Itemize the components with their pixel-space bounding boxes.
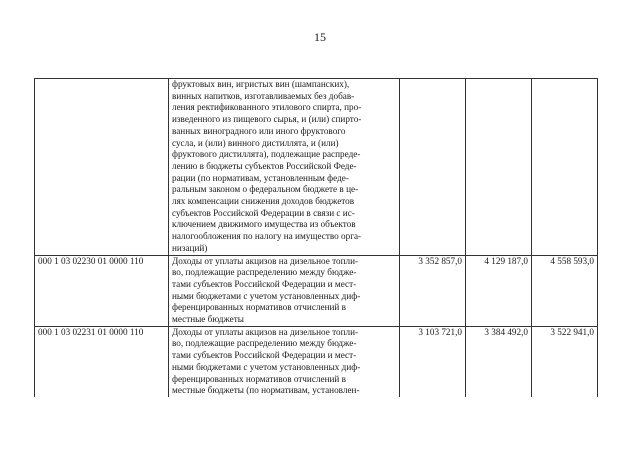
- description-line: фруктового дистиллята), подлежащие распреде-: [172, 149, 361, 160]
- table-row: [35, 79, 598, 256]
- amount-year-3: [532, 79, 598, 256]
- description-line: ключением движимого имущества из объектов: [172, 219, 356, 230]
- description-line: винных напитков, изготавливаемых без добав-: [172, 90, 355, 101]
- budget-classification-code: [35, 79, 169, 256]
- description-line: налогообложения по налогу на имущество орга-: [172, 231, 362, 242]
- budget-classification-code: 000 1 03 02231 01 0000 110: [35, 326, 169, 397]
- description-line: фруктовых вин, игристых вин (шампанских),: [172, 79, 350, 89]
- description-line: лению в бюджеты субъектов Российской Феде-: [172, 160, 357, 171]
- amount-year-1: 3 103 721,0: [400, 326, 466, 397]
- description-line: тами субъектов Российской Федерации и мест-: [172, 350, 357, 361]
- description-line: изведенного из пищевого сырья, и (или) спирто-: [172, 114, 362, 125]
- amount-year-3: 3 522 941,0: [532, 326, 598, 397]
- description-line: местные бюджеты (по нормативам, установлен-: [172, 385, 360, 396]
- description-line: ференцированных нормативов отчислений в: [172, 373, 346, 384]
- description-line: ления ректификованного этилового спирта, про-: [172, 102, 362, 113]
- description-line: рации (по нормативам, установленным феде-: [172, 172, 349, 183]
- description-line: во, подлежащие распределению между бюдже-: [172, 267, 357, 278]
- description-line: Доходы от уплаты акцизов на дизельное топли-: [172, 326, 359, 337]
- description-line: ральным законом о федеральном бюджете в це-: [172, 184, 359, 195]
- description-line: ными бюджетами с учетом установленных диф-: [172, 361, 361, 372]
- table-row: [35, 255, 598, 326]
- description-line: ванных виноградного или иного фруктового: [172, 125, 346, 136]
- description-line: низаций): [172, 242, 208, 253]
- amount-year-2: [466, 79, 532, 256]
- page-number: 15: [314, 30, 326, 44]
- description-line: лях компенсации снижения доходов бюджетов: [172, 196, 355, 207]
- table-row: [35, 326, 598, 397]
- amount-year-3: 4 558 593,0: [532, 255, 598, 326]
- budget-classification-code: 000 1 03 02230 01 0000 110: [35, 255, 169, 326]
- amount-year-1: 3 352 857,0: [400, 255, 466, 326]
- amount-year-2: 4 129 187,0: [466, 255, 532, 326]
- description-line: субъектов Российской Федерации в связи с ис-: [172, 207, 355, 218]
- description-line: Доходы от уплаты акцизов на дизельное топли-: [172, 255, 359, 266]
- revenue-description: [169, 79, 400, 256]
- revenue-description: [169, 255, 400, 326]
- revenue-description: [169, 326, 400, 397]
- amount-year-1: [400, 79, 466, 256]
- budget-revenue-table: [34, 78, 598, 397]
- description-line: местные бюджеты: [172, 314, 244, 325]
- description-line: тами субъектов Российской Федерации и мест-: [172, 278, 357, 289]
- table-body: [35, 79, 598, 397]
- description-line: ными бюджетами с учетом установленных диф-: [172, 290, 361, 301]
- description-line: сусла, и (или) винного дистиллята, и (или): [172, 137, 339, 148]
- description-line: ференцированных нормативов отчислений в: [172, 302, 346, 313]
- amount-year-2: 3 384 492,0: [466, 326, 532, 397]
- description-line: во, подлежащие распределению между бюдже-: [172, 338, 357, 349]
